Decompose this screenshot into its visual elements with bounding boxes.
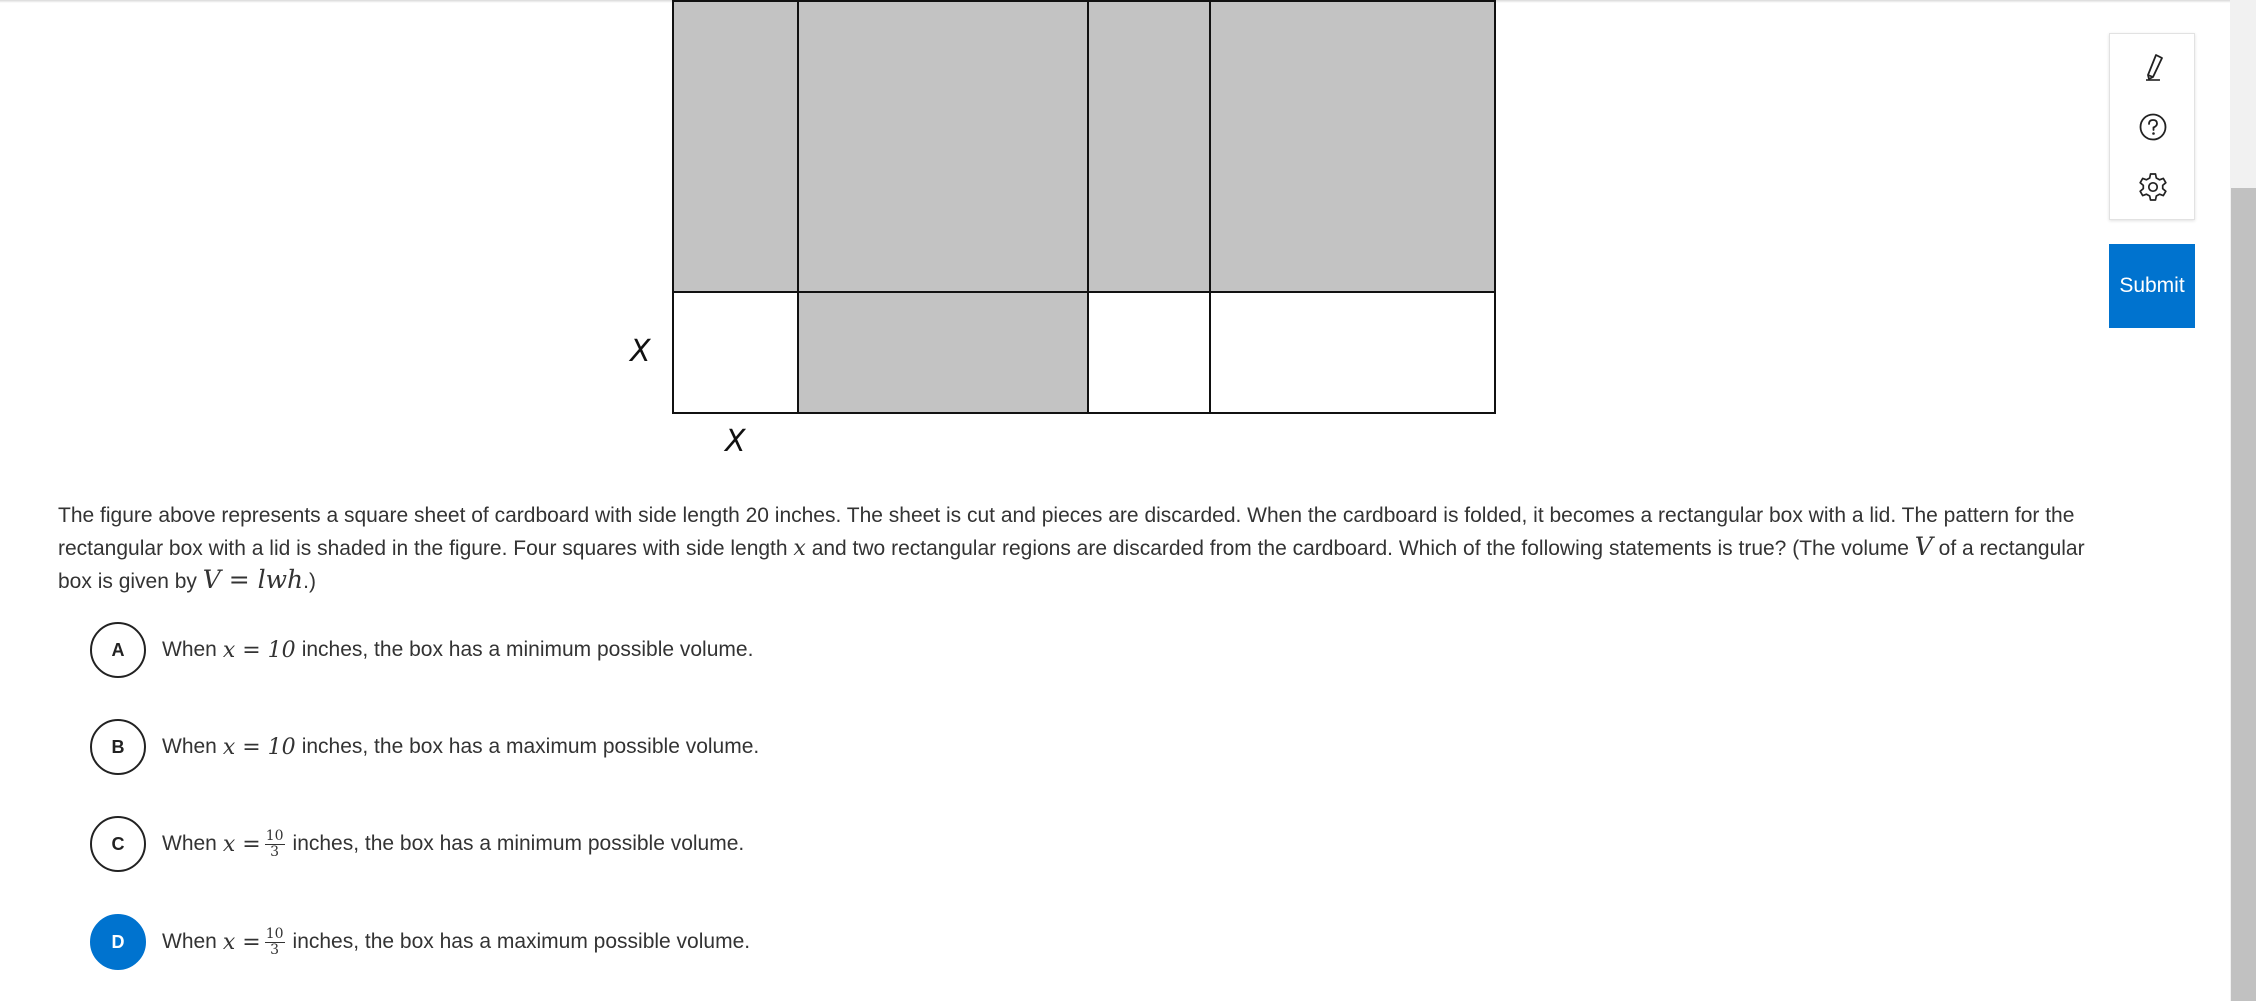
option-c-frac-num: 10 <box>265 827 284 844</box>
settings-button[interactable] <box>2133 167 2173 207</box>
option-a[interactable] <box>90 620 753 680</box>
option-b-letter[interactable]: B <box>90 719 146 775</box>
option-b-expr: x = 10 <box>222 734 296 760</box>
option-d-suffix: inches, the box has a maximum possible volume. <box>292 930 751 953</box>
scrollbar-thumb[interactable] <box>2231 188 2256 1001</box>
option-c-prefix: When <box>162 832 217 855</box>
question-part-1: The figure above represents a square sheet of cardboard with side length 20 inches. The sheet is cut and pieces are discarded. When the cardboard is folded, it becomes a rectangular box with a lid. The pattern for the rectangular box with a lid is shaded in the figure. Four squares with side length <box>58 504 2075 560</box>
option-b[interactable] <box>90 717 759 777</box>
help-button[interactable] <box>2133 107 2173 147</box>
option-b-text <box>162 735 759 760</box>
bottom-length-label: X <box>725 424 746 459</box>
math-var-x: x <box>793 536 806 561</box>
region-top-2 <box>798 0 1088 292</box>
question-part-3: of a rectangular box is given by <box>58 537 2085 593</box>
submit-button[interactable]: Submit <box>2109 244 2195 328</box>
option-a-letter[interactable]: A <box>90 622 146 678</box>
gear-icon <box>2137 171 2169 203</box>
math-var-v: V <box>1914 532 1933 561</box>
option-b-suffix: inches, the box has a maximum possible volume. <box>301 735 760 758</box>
option-c-expr: x = <box>222 831 261 857</box>
side-length-label: X <box>630 334 651 369</box>
question-text <box>58 500 2088 597</box>
region-top-1 <box>673 0 798 292</box>
region-top-4 <box>1210 0 1495 292</box>
option-c[interactable] <box>90 814 744 874</box>
corner-square-discarded <box>673 292 798 413</box>
region-top-3 <box>1088 0 1210 292</box>
square-discarded <box>1088 292 1210 413</box>
option-c-text <box>162 829 744 860</box>
option-c-frac-den: 3 <box>270 843 280 860</box>
cardboard-diagram <box>0 0 1600 470</box>
option-d-expr: x = <box>222 929 261 955</box>
rectangle-discarded <box>1210 292 1495 413</box>
option-b-prefix: When <box>162 735 217 758</box>
option-a-expr: x = 10 <box>222 637 296 663</box>
option-d-prefix: When <box>162 930 217 953</box>
question-part-2: and two rectangular regions are discarded from the cardboard. Which of the following statements is true? (The volume <box>811 537 1909 560</box>
option-a-suffix: inches, the box has a minimum possible volume. <box>301 638 754 661</box>
option-c-letter[interactable]: C <box>90 816 146 872</box>
option-d-frac-den: 3 <box>270 941 280 958</box>
pencil-button[interactable] <box>2133 47 2173 87</box>
tools-panel <box>2109 33 2195 220</box>
option-d-fraction <box>265 927 285 958</box>
option-c-fraction <box>265 829 285 860</box>
option-d-text <box>162 927 750 958</box>
option-d-letter[interactable]: D <box>90 914 146 970</box>
option-a-prefix: When <box>162 638 217 661</box>
region-bottom-shaded <box>798 292 1088 413</box>
pencil-icon <box>2138 52 2168 82</box>
option-d[interactable] <box>90 912 750 972</box>
option-c-suffix: inches, the box has a minimum possible volume. <box>292 832 745 855</box>
option-a-text <box>162 638 753 663</box>
question-part-4: .) <box>303 570 316 593</box>
help-icon <box>2138 112 2168 142</box>
math-formula: V = lwh <box>202 565 304 594</box>
option-d-frac-num: 10 <box>265 925 284 942</box>
cardboard-figure <box>0 0 1600 470</box>
